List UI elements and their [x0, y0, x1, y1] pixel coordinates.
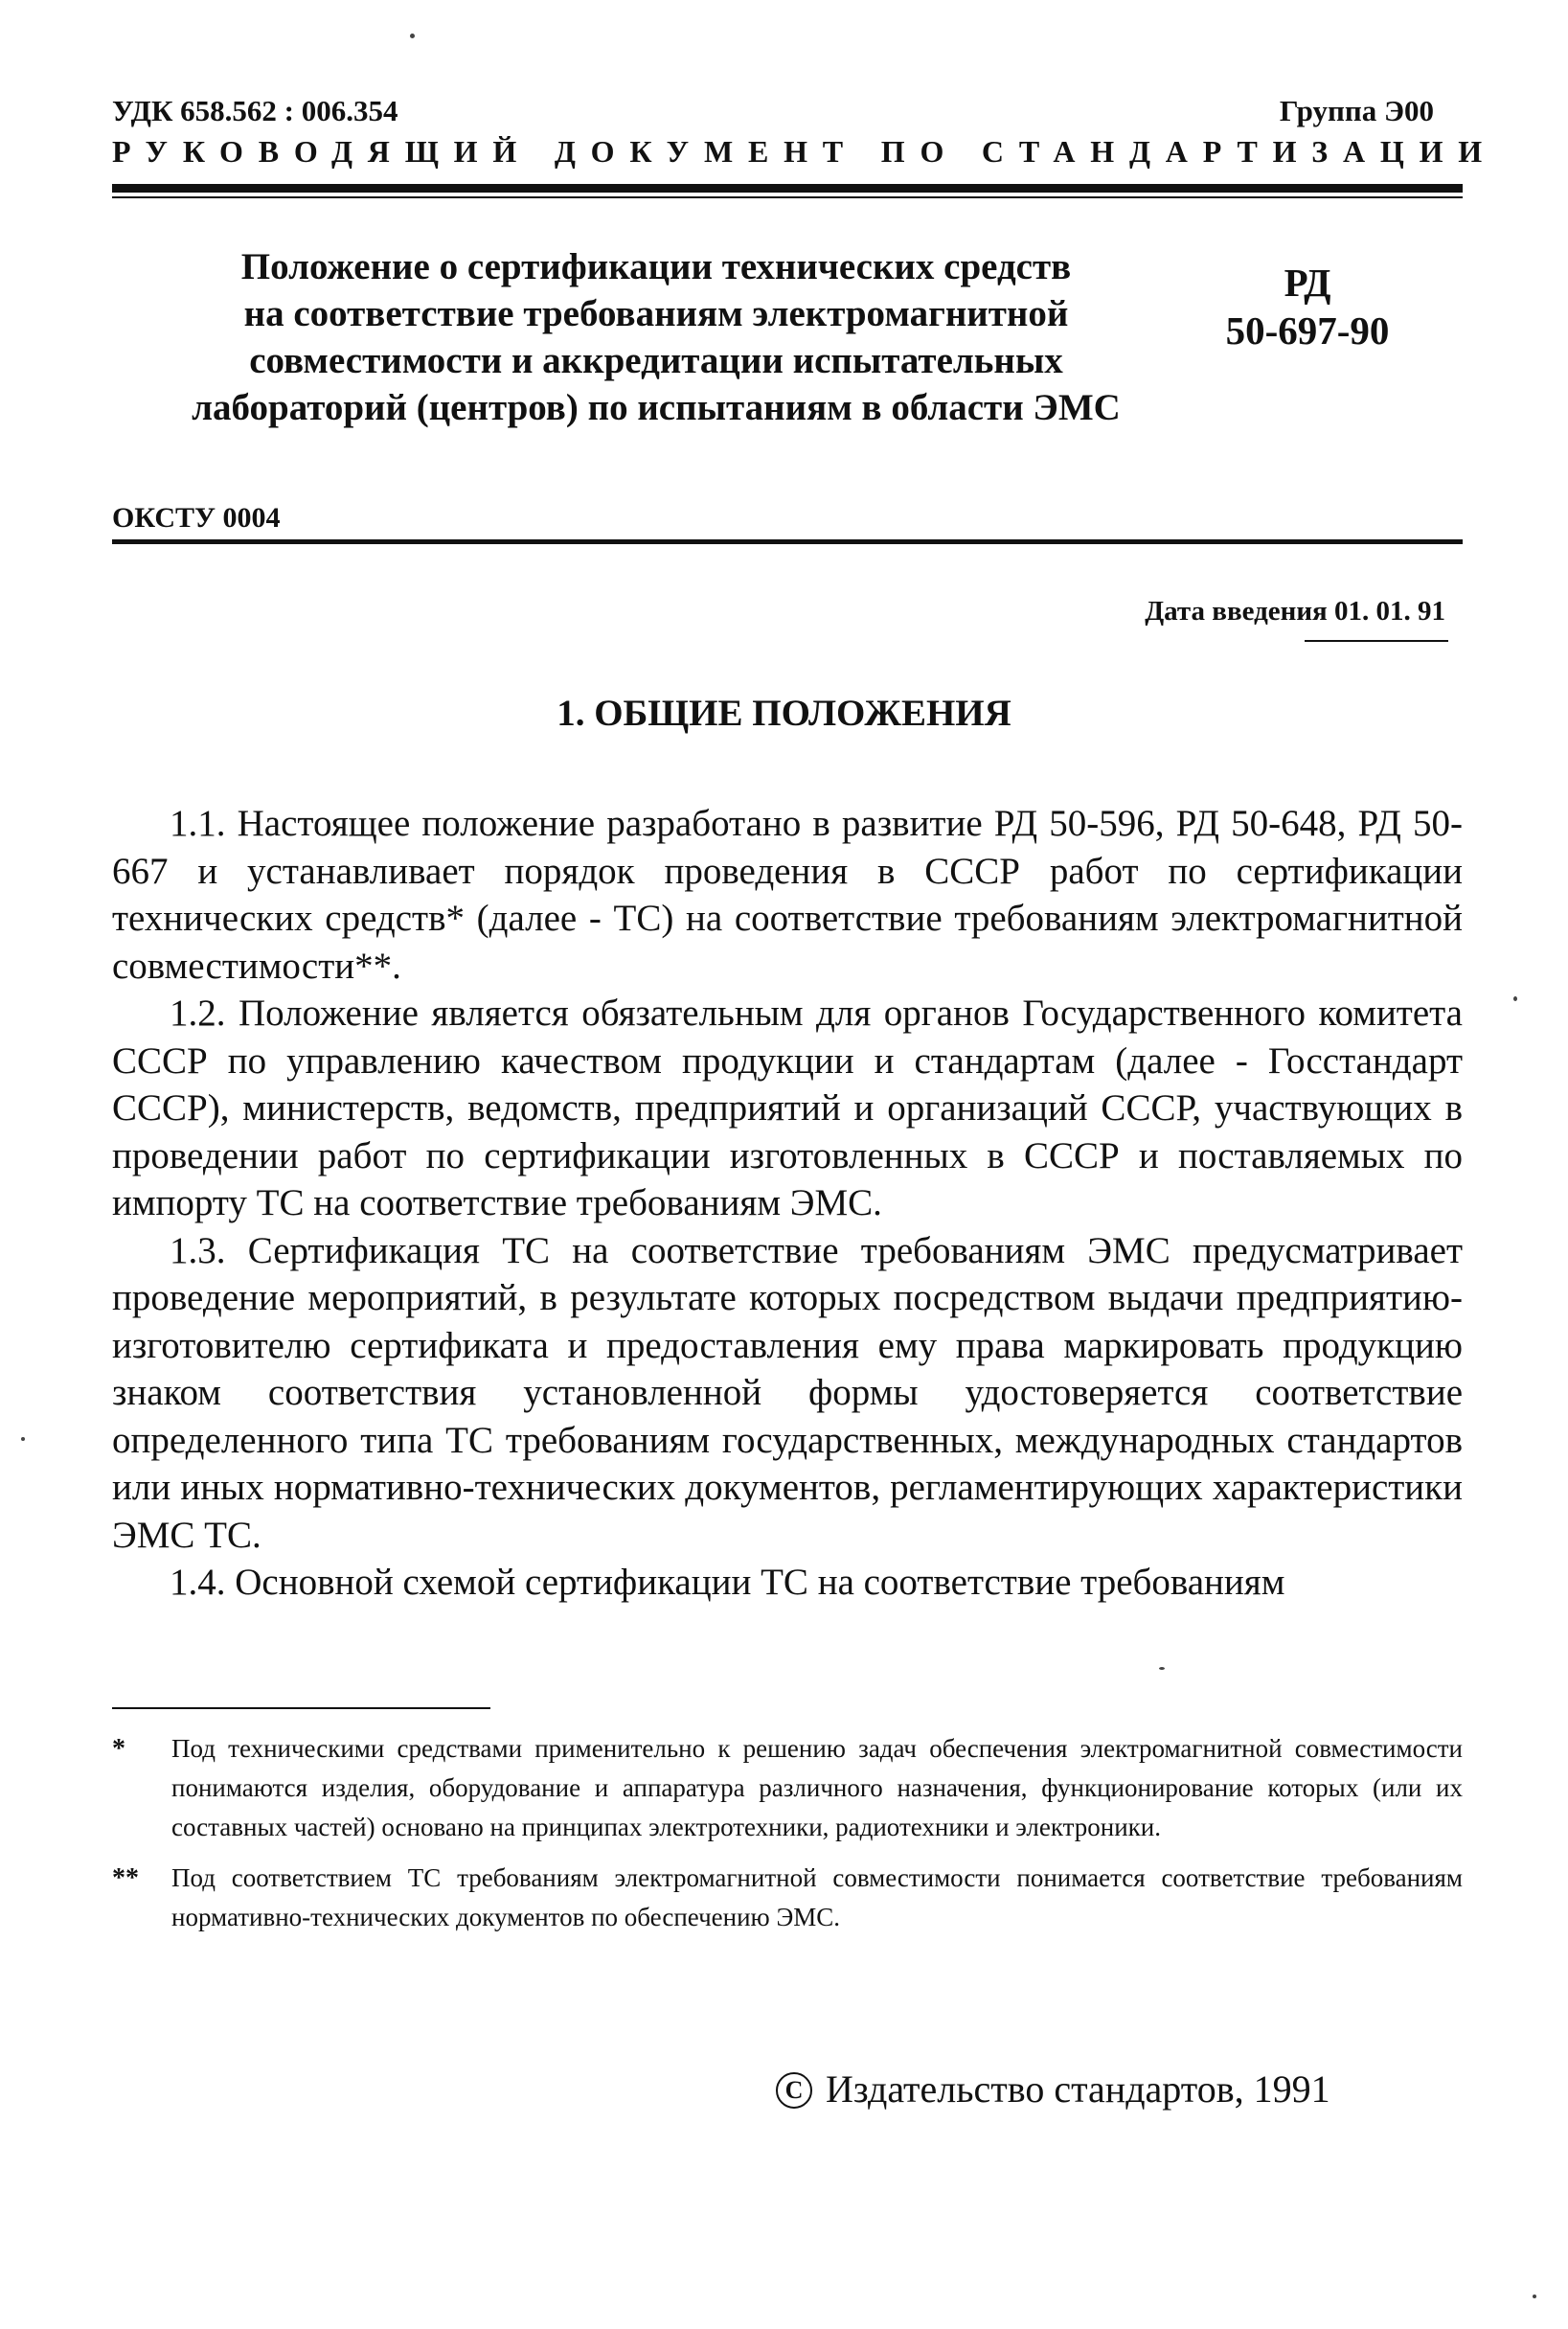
group-code: Группа Э00	[1279, 94, 1434, 127]
footnote-mark: **	[112, 1863, 139, 1893]
scan-speck	[21, 1437, 25, 1441]
title-line: Положение о сертификации технических средств	[240, 246, 1072, 287]
title-line: совместимости и аккредитации испытательных	[249, 340, 1063, 381]
document-type-heading: РУКОВОДЯЩИЙ ДОКУМЕНТ ПО СТАНДАРТИЗАЦИИ	[112, 134, 1497, 169]
paragraph: 1.1. Настоящее положение разработано в развитие РД 50-596, РД 50-648, РД 50-667 и устанавливает порядок проведения в СССР работ по сертификации технических средств* (далее - ТС) на соответствие требованиям электромагнитной совместимости**.	[112, 803, 1463, 987]
copyright-line	[776, 2066, 1330, 2112]
paragraph: 1.3. Сертификация ТС на соответствие требованиям ЭМС предусматривает проведение мероприятий, в результате которых посредством выдачи предприятию-изготовителю сертификата и предоставления ему права маркировать продукцию знаком соответствия установленной формы удостоверяется соответствие определенного типа ТС требованиям государственных, международных стандартов или иных нормативно-технических документов, регламентирующих характеристики ЭМС ТС.	[112, 1229, 1463, 1556]
paragraph: 1.4. Основной схемой сертификации ТС на соответствие требованиям	[170, 1562, 1285, 1603]
title-line: на соответствие требованиям электромагнитной	[243, 293, 1069, 334]
udk-code: УДК 658.562 : 006.354	[112, 94, 398, 127]
paragraph: 1.2. Положение является обязательным для органов Государственного комитета СССР по управлению качеством продукции и стандартам (далее - Госстандарт СССР), министерств, ведомств, предприятий и организаций СССР, участвующих в проведении работ по сертификации изготовленных в СССР и поставляемых по импорту ТС на соответствие требованиям ЭМС.	[112, 993, 1463, 1223]
footnote-text: Под соответствием ТС требованиям электромагнитной совместимости понимается соответствие требованиям нормативно-технических документов по обеспечению ЭМС.	[171, 1863, 1463, 1931]
body-text	[112, 800, 1463, 1607]
code-number: 50-697-90	[1225, 308, 1390, 353]
footnote-separator	[112, 1707, 490, 1709]
introduction-date: Дата введения 01. 01. 91	[1145, 596, 1445, 627]
header-rule-thin	[112, 196, 1463, 198]
footnote	[112, 1859, 1463, 1937]
copyright-icon: C	[776, 2072, 812, 2109]
scan-speck	[410, 34, 415, 38]
footnotes	[112, 1729, 1463, 1949]
footnote-text: Под техническими средствами применительно к решению задач обеспечения электромагнитной совместимости понимаются изделия, оборудование и аппаратура различного назначения, функционирование которых (или их составных частей) основано на принципах электротехники, радиотехники и электроники.	[171, 1734, 1463, 1841]
header-rule-thick	[112, 184, 1463, 193]
title-line: лабораторий (центров) по испытаниям в области ЭМС	[192, 387, 1121, 428]
document-title	[125, 243, 1188, 431]
scan-speck	[1159, 1667, 1165, 1670]
section-heading: 1. ОБЩИЕ ПОЛОЖЕНИЯ	[557, 693, 1011, 734]
oksty-rule	[112, 539, 1463, 544]
copyright-text: Издательство стандартов, 1991	[826, 2067, 1330, 2111]
oksty-code: ОКСТУ 0004	[112, 502, 281, 534]
scan-speck	[1533, 2295, 1536, 2298]
document-code	[1197, 259, 1418, 354]
code-prefix: РД	[1284, 261, 1331, 305]
date-underline	[1305, 640, 1448, 642]
footnote-mark: *	[112, 1734, 125, 1764]
footnote	[112, 1729, 1463, 1847]
scan-speck	[1513, 996, 1517, 1001]
